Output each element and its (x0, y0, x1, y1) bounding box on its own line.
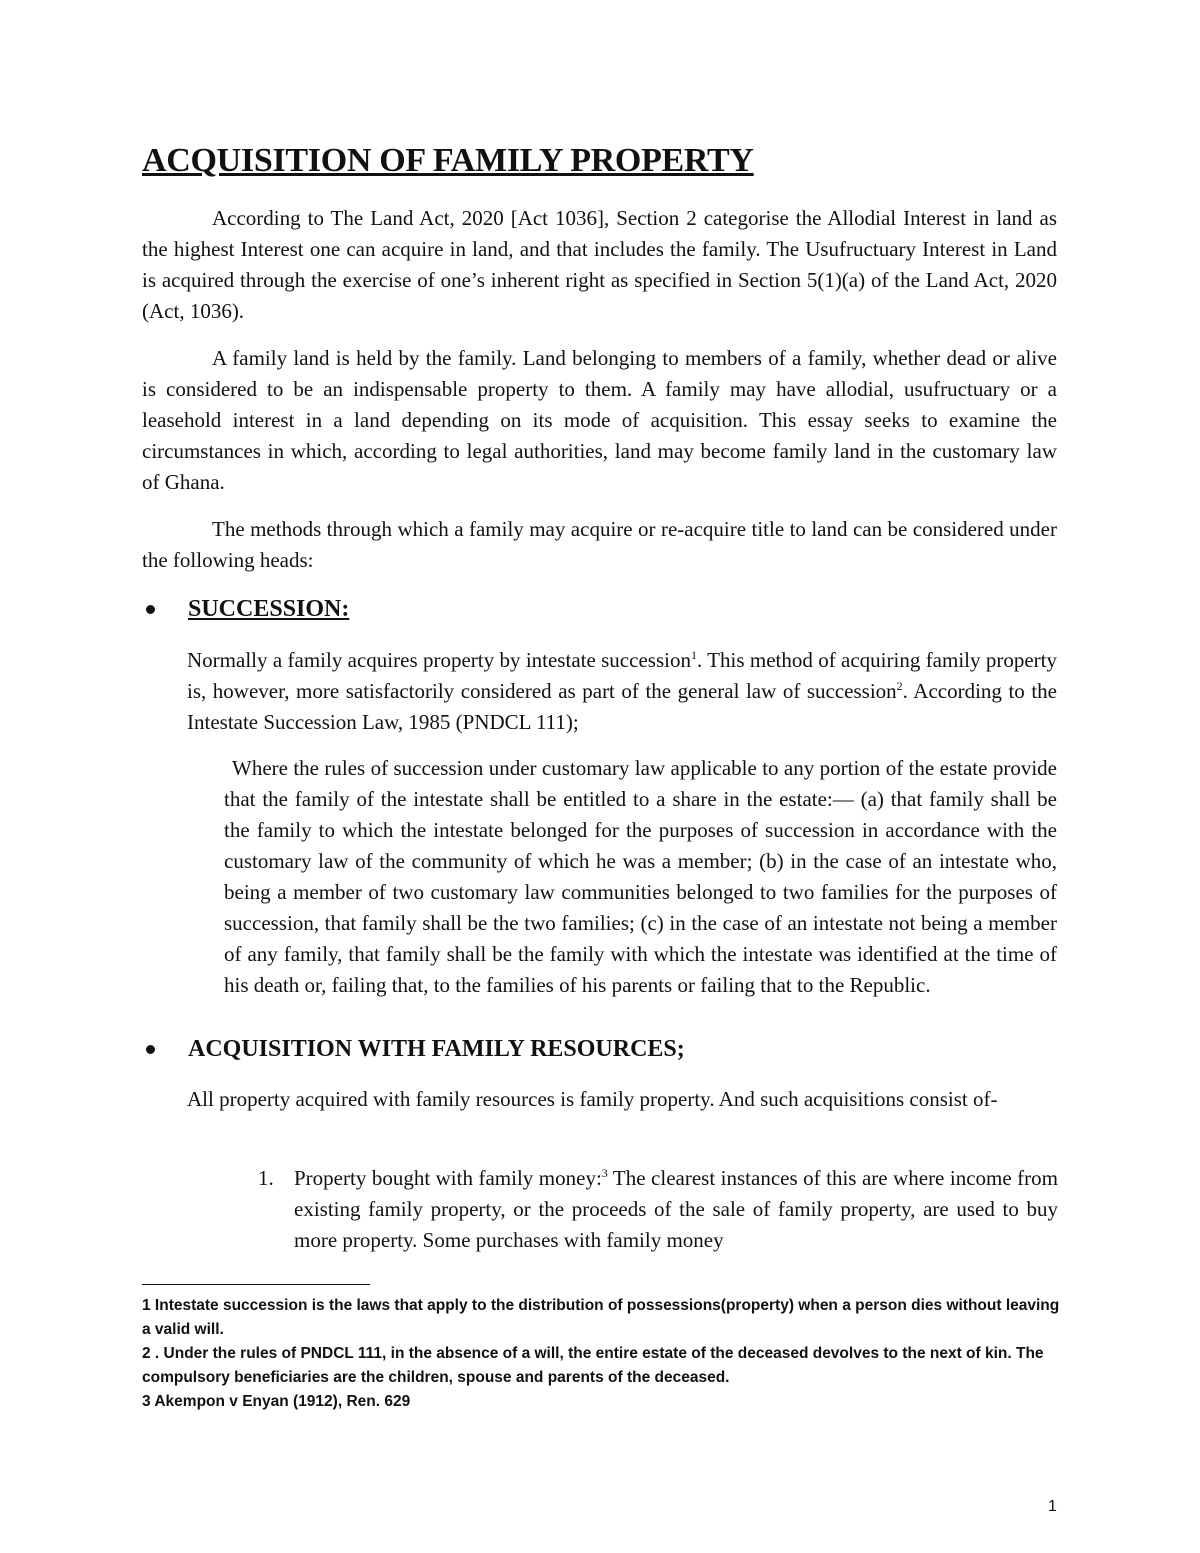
footnote-ref-2[interactable]: 2 (896, 679, 903, 693)
succession-text-c: . According to the Intestate Succession Law, 1985 (PNDCL 111); (187, 679, 1057, 734)
list-item-text-a: Property bought with family money: (294, 1166, 602, 1190)
succession-text-a: Normally a family acquires property by intestate succession (187, 648, 691, 672)
footnote-separator (142, 1284, 370, 1285)
resources-intro: All property acquired with family resources is family property. And such acquisitions consist of- (187, 1087, 998, 1111)
succession-heading (142, 596, 349, 623)
list-item-number: 1. (258, 1166, 274, 1190)
intro-paragraph-1: According to The Land Act, 2020 [Act 1036], Section 2 categorise the Allodial Interest in land as the highest Interest one can acquire in land, and that includes the family. The Usufructuary Interest in Land is acquired through the exercise of one’s inherent right as specified in Section 5(1)(a) of the Land Act, 2020 (Act, 1036). (142, 206, 1057, 323)
list-item-text (294, 1163, 1058, 1256)
footnote-1: 1 Intestate succession is the laws that apply to the distribution of possessions(property) when a person dies without leaving a valid will. (142, 1297, 1060, 1338)
resources-heading (142, 1036, 685, 1063)
intro-paragraph-2: A family land is held by the family. Land belonging to members of a family, whether dead or alive is considered to be an indispensable property to them. A family may have allodial, usufructuary or a leasehold interest in a land depending on its mode of acquisition. This essay seeks to examine the circumstances in which, according to legal authorities, land may become family land in the customary law of Ghana. (142, 346, 1057, 494)
resources-heading-label: ACQUISITION WITH FAMILY RESOURCES; (188, 1036, 685, 1062)
list-item-text-b: The clearest instances of this are where income from existing family property, or the proceeds of the sale of family property, are used to buy more property. Some purchases with family money (294, 1166, 1059, 1252)
intro-paragraph-3: The methods through which a family may acquire or re-acquire title to land can be considered under the following heads: (142, 517, 1057, 572)
footnote-2: 2 . Under the rules of PNDCL 111, in the absence of a will, the entire estate of the deceased devolves to the next of kin. The compulsory beneficiaries are the children, spouse and parents of the deceased. (142, 1345, 1044, 1386)
page-number: 1 (1048, 1498, 1057, 1515)
page-title: ACQUISITION OF FAMILY PROPERTY (142, 142, 754, 179)
statute-quote: Where the rules of succession under customary law applicable to any portion of the estate provide that the family of the intestate shall be entitled to a share in the estate:— (a) that family shall be the family to which the intestate belonged for the purposes of succession in accordance with the customary law of the community of which he was a member; (b) in the case of an intestate who, being a member of two customary law communities belonged to two families for the purposes of succession, that family shall be the two families; (c) in the case of an intestate not being a member of any family, that family shall be the family with which the intestate was identified at the time of his death or, failing that, to the families of his parents or failing that to the Republic. (224, 756, 1057, 997)
list-item (258, 1163, 1058, 1256)
footnote-3: 3 Akempon v Enyan (1912), Ren. 629 (142, 1393, 411, 1410)
succession-text-b: . This method of acquiring family property is, however, more satisfactorily considered as part of the general law of succession (187, 648, 1057, 703)
footnote-ref-1[interactable]: 1 (690, 648, 697, 662)
succession-heading-label: SUCCESSION: (188, 596, 350, 622)
succession-paragraph (187, 645, 1057, 738)
footnote-ref-3[interactable]: 3 (601, 1166, 608, 1180)
bullet-icon (146, 1045, 155, 1054)
bullet-icon (146, 605, 155, 614)
